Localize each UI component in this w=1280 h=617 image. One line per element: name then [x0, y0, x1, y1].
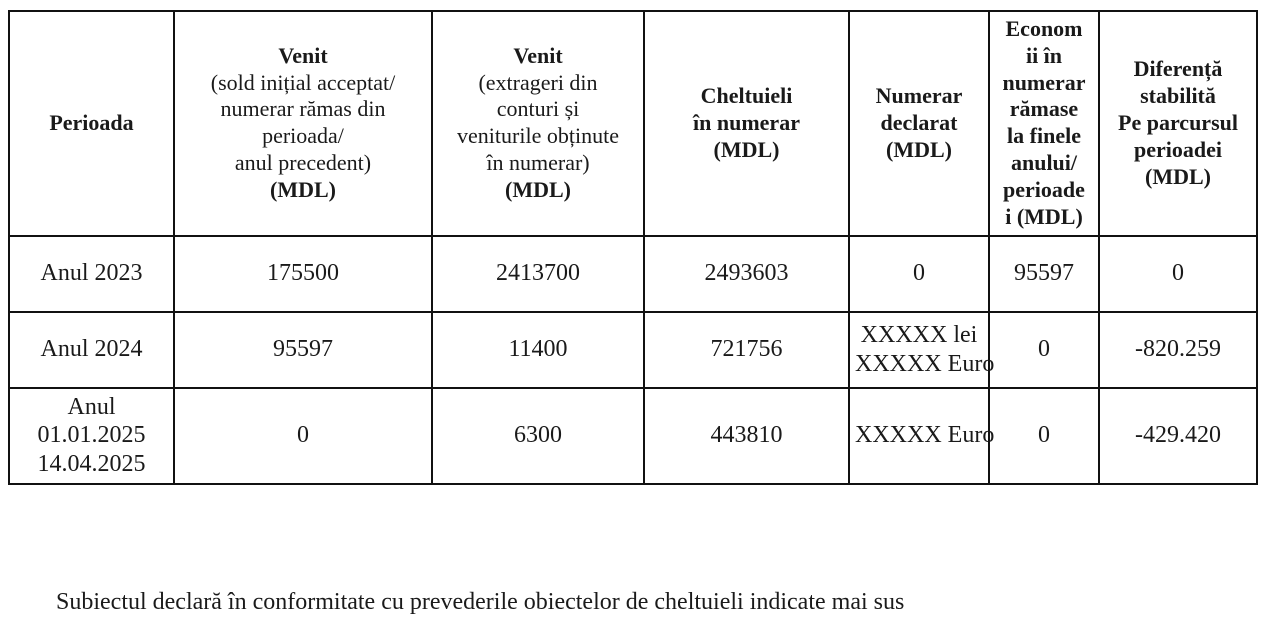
footnote-paragraph: Subiectul declară în conformitate cu prevederile obiectelor de cheltuieli indicate mai sus	[56, 589, 905, 615]
table-row	[9, 388, 1257, 484]
column-header-numerar-declarat: Numerar declarat (MDL)	[849, 11, 989, 236]
financial-summary-table	[8, 10, 1258, 485]
cell-economii: 0	[989, 388, 1099, 484]
cell-perioada: Anul 2024	[9, 312, 174, 388]
table-row	[9, 312, 1257, 388]
cell-venit-extrageri: 6300	[432, 388, 644, 484]
column-header-cheltuieli-numerar: Cheltuieli în numerar (MDL)	[644, 11, 849, 236]
table-body	[9, 236, 1257, 484]
cell-numerar-declarat: XXXXX Euro	[849, 388, 989, 484]
column-header-venit-sold-initial: Venit (sold inițial acceptat/ numerar rămas din perioada/ anul precedent) (MDL)	[174, 11, 432, 236]
cell-venit-extrageri: 11400	[432, 312, 644, 388]
column-header-venit-extrageri: Venit (extrageri din conturi și veniturile obținute în numerar) (MDL)	[432, 11, 644, 236]
table-header	[9, 11, 1257, 236]
table-header-row	[9, 11, 1257, 236]
cell-venit-sold: 0	[174, 388, 432, 484]
cell-cheltuieli: 443810	[644, 388, 849, 484]
cell-perioada: Anul 2023	[9, 236, 174, 312]
column-header-perioada: Perioada	[9, 11, 174, 236]
cell-economii: 95597	[989, 236, 1099, 312]
cell-cheltuieli: 2493603	[644, 236, 849, 312]
column-header-economii-numerar: Econom ii în numerar rămase la finele anului/ perioade i (MDL)	[989, 11, 1099, 236]
column-header-diferenta-stabilita: Diferență stabilită Pe parcursul perioadei (MDL)	[1099, 11, 1257, 236]
cell-numerar-declarat: XXXXX lei XXXXX Euro	[849, 312, 989, 388]
cell-venit-extrageri: 2413700	[432, 236, 644, 312]
cell-venit-sold: 95597	[174, 312, 432, 388]
cell-venit-sold: 175500	[174, 236, 432, 312]
table-row	[9, 236, 1257, 312]
cell-diferenta: -820.259	[1099, 312, 1257, 388]
cell-numerar-declarat: 0	[849, 236, 989, 312]
cell-cheltuieli: 721756	[644, 312, 849, 388]
cell-perioada: Anul 01.01.2025 14.04.2025	[9, 388, 174, 484]
cell-economii: 0	[989, 312, 1099, 388]
cell-diferenta: -429.420	[1099, 388, 1257, 484]
cell-diferenta: 0	[1099, 236, 1257, 312]
